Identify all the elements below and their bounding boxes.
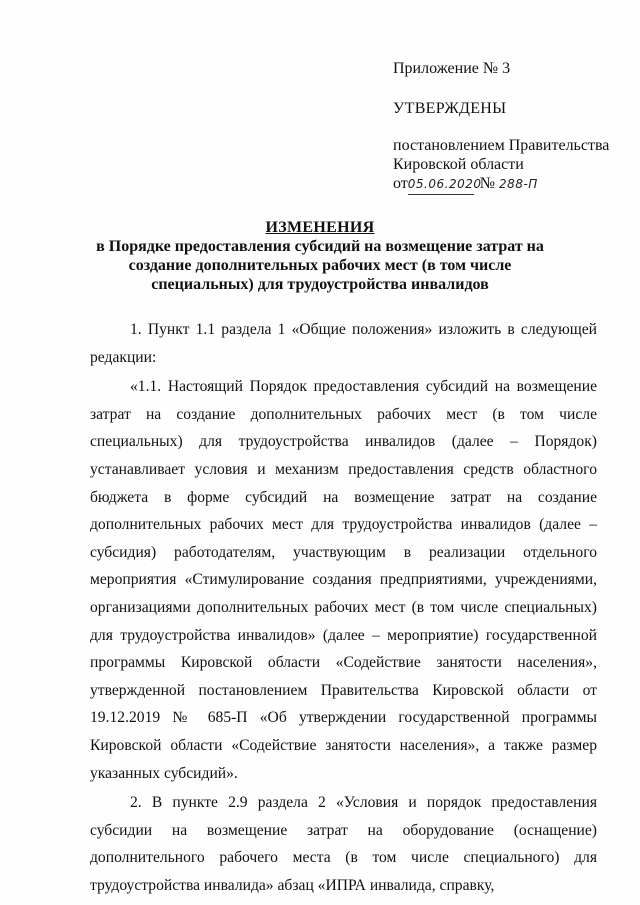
- basis-line-2: Кировской области: [393, 156, 524, 173]
- annex-block: [393, 58, 623, 195]
- title-subtitle: в Порядке предоставления субсидий на возмещение затрат на создание дополнительных рабочих мест (в том числе специальных) для трудоустройства инвалидов: [96, 238, 544, 293]
- annex-label: Приложение № 3: [393, 60, 511, 77]
- paragraph-3: 2. В пункте 2.9 раздела 2 «Условия и порядок предоставления субсидии на возмещение затрат на оборудование (оснащение) дополнительного рабочего места (в том числе специального) для трудоустройства инвалида» абзац «ИПРА инвалида, справку,: [90, 794, 597, 894]
- date-line: [393, 174, 623, 195]
- handwritten-number: 288-П: [499, 177, 538, 191]
- basis-line-1: постановлением Правительства: [393, 137, 610, 154]
- paragraph-1: 1. Пункт 1.1 раздела 1 «Общие положения» изложить в следующей редакции:: [90, 321, 597, 366]
- document-title: [80, 218, 560, 294]
- number-prefix: №: [479, 175, 496, 192]
- title-heading: ИЗМЕНЕНИЯ: [265, 219, 375, 236]
- document-body: [90, 316, 597, 899]
- approval-basis: [393, 136, 623, 195]
- approved-heading: УТВЕРЖДЕНЫ: [393, 100, 507, 117]
- handwritten-date: 05.06.2020: [408, 175, 474, 195]
- date-prefix: от: [393, 175, 408, 192]
- paragraph-2: «1.1. Настоящий Порядок предоставления субсидий на возмещение затрат на создание дополнительных рабочих мест (в том числе специальных) для трудоустройства инвалидов (далее – Порядок) устанавливает условия и механизм предоставления средств областного бюджета в форме субсидий на возмещение затрат на создание дополнительных рабочих мест для трудоустройства инвалидов (далее – субсидия) работодателям, участвующим в реализации отдельного мероприятия «Стимулирование создания предприятиями, учреждениями, организациями дополнительных рабочих мест (в том числе специальных) для трудоустройства инвалидов» (далее – мероприятие) государственной программы Кировской области «Содействие занятости населения», утвержденной постановлением Правительства Кировской области от 19.12.2019 № 685-П «Об утверждении государственной программы Кировской области «Содействие занятости населения», а также размер указанных субсидий».: [90, 378, 597, 782]
